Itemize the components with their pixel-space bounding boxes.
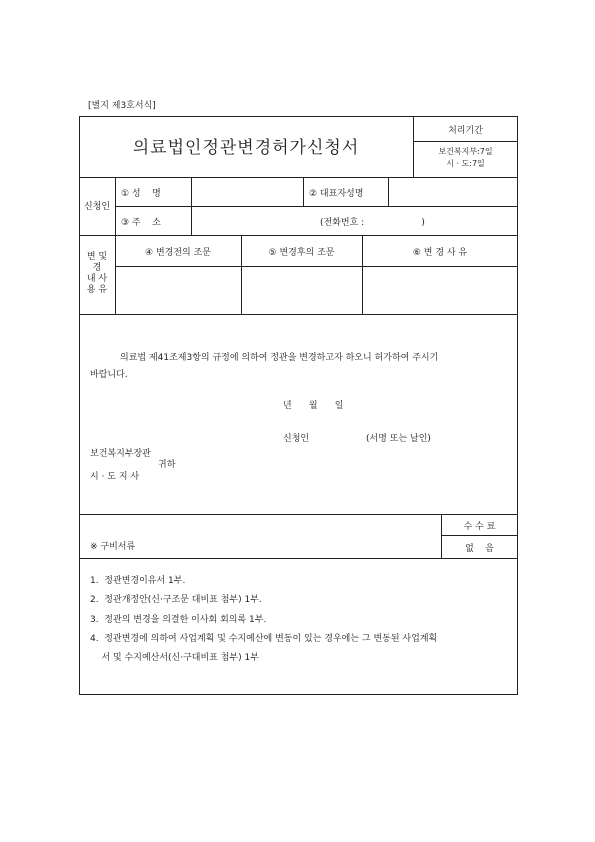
processing-header: 처리기간: [448, 126, 483, 136]
change-section-line: 내 사: [86, 274, 108, 284]
column-after-header: ⑤ 변경후의 조문: [268, 248, 335, 258]
required-doc-item: 2. 정관개정안(신·구조문 대비표 첨부) 1부.: [90, 595, 262, 605]
required-doc-item: 1. 정관변경이유서 1부.: [90, 576, 186, 586]
applicant-address-label: ③ 주 소: [121, 218, 161, 228]
sign-note: (서명 또는 날인): [366, 434, 431, 444]
column-reason-header: ⑥ 변 경 사 유: [412, 248, 468, 258]
after-article-field[interactable]: [242, 267, 361, 313]
form-label: [별지 제3호서식]: [88, 101, 156, 111]
required-doc-item: 4. 정관변경에 의하여 사업계획 및 수지예산에 변동이 있는 경우에는 그 변동된 사업계획: [90, 634, 438, 644]
fee-label: 수 수 료: [463, 522, 496, 532]
applicant-name-field[interactable]: [192, 178, 302, 205]
processing-ministry: 보건복지부:7일: [438, 147, 493, 156]
change-section-line: 변 및: [86, 252, 108, 262]
applicant-section-label: 신청인: [83, 202, 111, 212]
change-section-label: [79, 252, 115, 296]
applicant-name-label: ① 성 명: [121, 189, 161, 199]
signer-label: 신청인: [283, 434, 310, 444]
column-before-header: ④ 변경전의 조문: [145, 248, 211, 258]
representative-name-label: ② 대표자성명: [309, 189, 364, 199]
date-line: 년 월 일: [283, 401, 344, 411]
processing-province: 시 · 도:7일: [446, 159, 485, 168]
fee-value: 없 음: [465, 544, 494, 554]
applicant-address-field[interactable]: [192, 207, 312, 234]
addressee-ministry: 보건복지부장관: [90, 449, 151, 459]
representative-name-field[interactable]: [389, 178, 517, 205]
change-section-line: 용 유: [86, 285, 108, 295]
before-article-field[interactable]: [116, 267, 240, 313]
honorific: 귀하: [158, 460, 176, 470]
required-docs-header: ※ 구비서류: [90, 542, 136, 552]
phone-number-label: (전화번호 : ): [320, 218, 425, 228]
required-doc-item: 3. 정관의 변경을 의결한 이사회 회의록 1부.: [90, 615, 267, 625]
change-reason-field[interactable]: [363, 267, 517, 313]
request-text-line1: 의료법 제41조제3항의 규정에 의하여 정관을 변경하고자 하오니 허가하여 주시기: [120, 353, 439, 363]
change-section-line: 경: [92, 263, 102, 273]
request-text-line2: 바랍니다.: [90, 370, 128, 380]
form-title: 의료법인정관변경허가신청서: [132, 138, 360, 158]
addressee-province: 시 · 도 지 사: [90, 472, 140, 482]
required-doc-item: 서 및 수지예산서(신·구대비표 첨부) 1부: [90, 653, 259, 663]
